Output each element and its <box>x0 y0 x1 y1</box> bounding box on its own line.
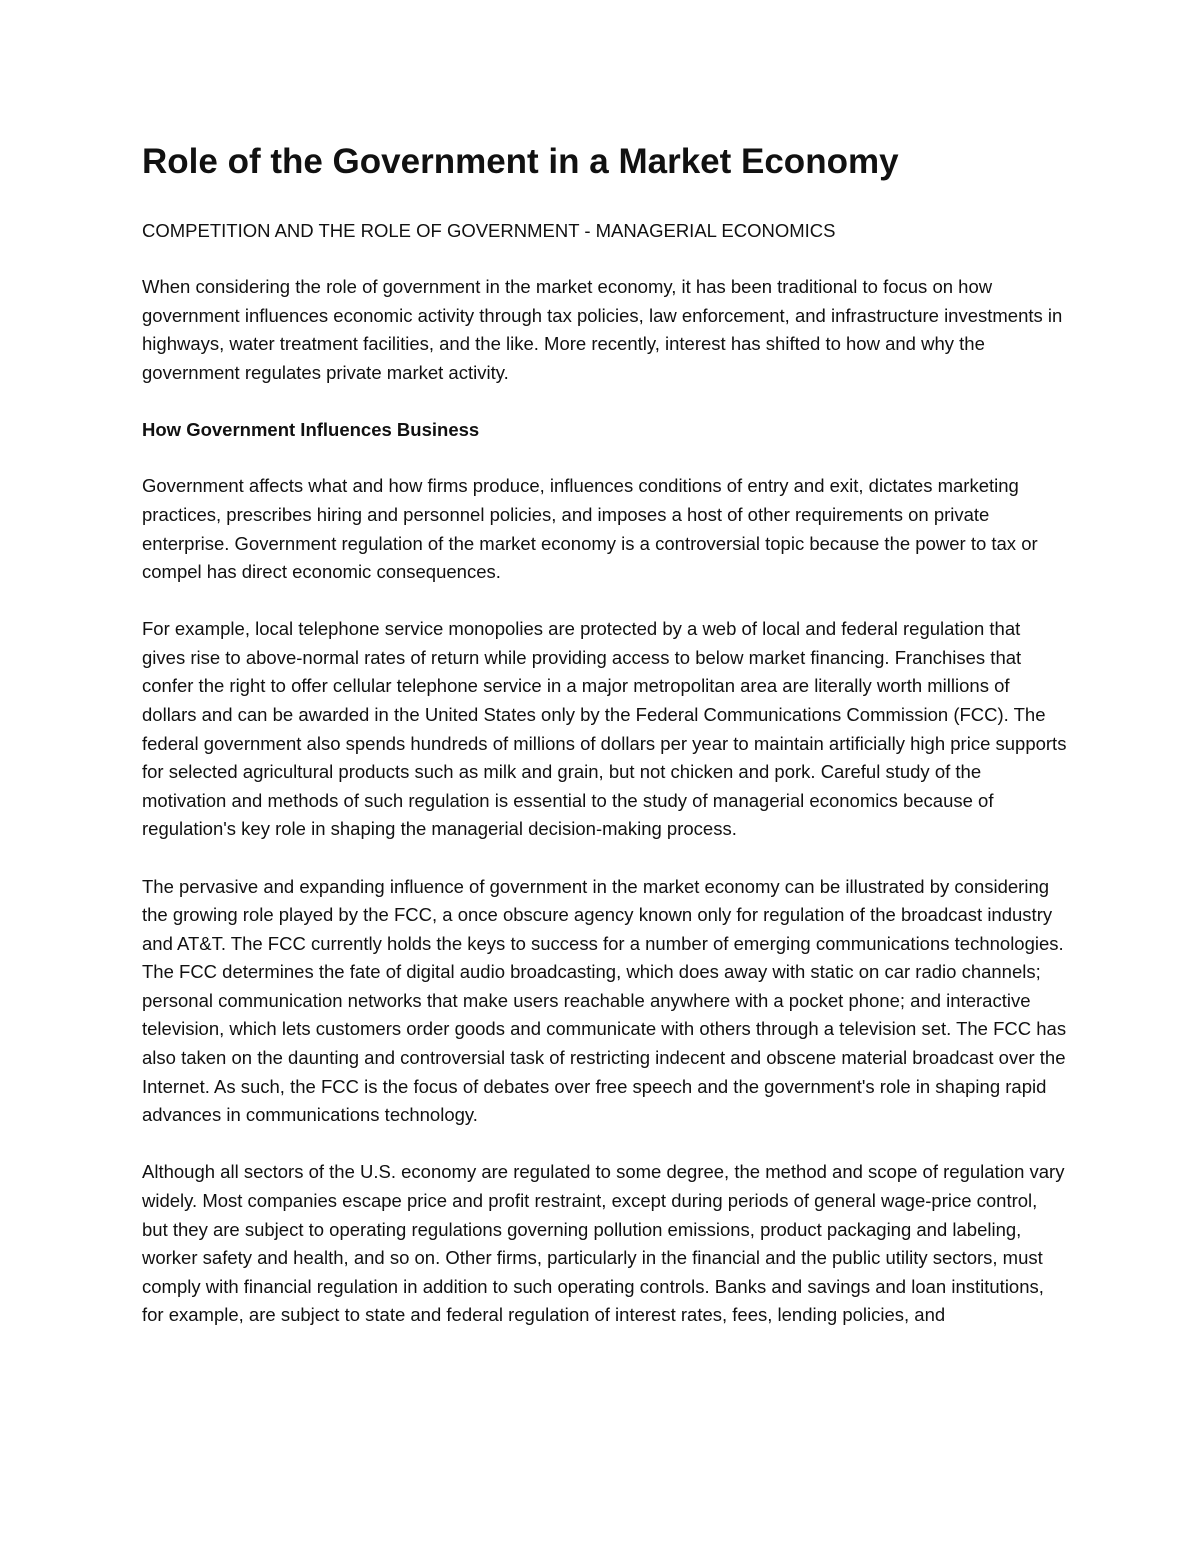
document-subtitle: COMPETITION AND THE ROLE OF GOVERNMENT - MANAGERIAL ECONOMICS <box>142 220 836 241</box>
body-paragraph-2: For example, local telephone service monopolies are protected by a web of local and federal regulation that gives rise to above-normal rates of return while providing access to below market financing. Franchises that confer the right to offer cellular telephone service in a major metropolitan area are literally worth millions of dollars and can be awarded in the United States only by the Federal Communications Commission (FCC). The federal government also spends hundreds of millions of dollars per year to maintain artificially high price supports for selected agricultural products such as milk and grain, but not chicken and pork. Careful study of the motivation and methods of such regulation is essential to the study of managerial economics because of regulation's key role in shaping the managerial decision-making process. <box>142 618 1067 840</box>
document-title: Role of the Government in a Market Economy <box>142 142 899 181</box>
body-paragraph-1: Government affects what and how firms produce, influences conditions of entry and exit, dictates marketing practices, prescribes hiring and personnel policies, and imposes a host of other requirements on private enterprise. Government regulation of the market economy is a controversial topic because the power to tax or compel has direct economic consequences. <box>142 475 1038 583</box>
section-heading: How Government Influences Business <box>142 418 480 440</box>
body-paragraph-4: Although all sectors of the U.S. economy are regulated to some degree, the method and scope of regulation vary widely. Most companies escape price and profit restraint, except during periods of general wage-price control, but they are subject to operating regulations governing pollution emissions, product packaging and labeling, worker safety and health, and so on. Other firms, particularly in the financial and the public utility sectors, must comply with financial regulation in addition to such operating controls. Banks and savings and loan institutions, for example, are subject to state and federal regulation of interest rates, fees, lending policies, and <box>142 1161 1065 1326</box>
body-paragraph-3: The pervasive and expanding influence of government in the market economy can be illustrated by considering the growing role played by the FCC, a once obscure agency known only for regulation of the broadcast industry and AT&T. The FCC currently holds the keys to success for a number of emerging communications technologies. The FCC determines the fate of digital audio broadcasting, which does away with static on car radio channels; personal communication networks that make users reachable anywhere with a pocket phone; and interactive television, which lets customers order goods and communicate with others through a television set. The FCC has also taken on the daunting and controversial task of restricting indecent and obscene material broadcast over the Internet. As such, the FCC is the focus of debates over free speech and the government's role in shaping rapid advances in communications technology. <box>142 875 1067 1126</box>
document-page <box>142 138 1067 1330</box>
intro-paragraph: When considering the role of government in the market economy, it has been traditional to focus on how government influences economic activity through tax policies, law enforcement, and infrastructure investments in highways, water treatment facilities, and the like. More recently, interest has shifted to how and why the government regulates private market activity. <box>142 276 1063 383</box>
